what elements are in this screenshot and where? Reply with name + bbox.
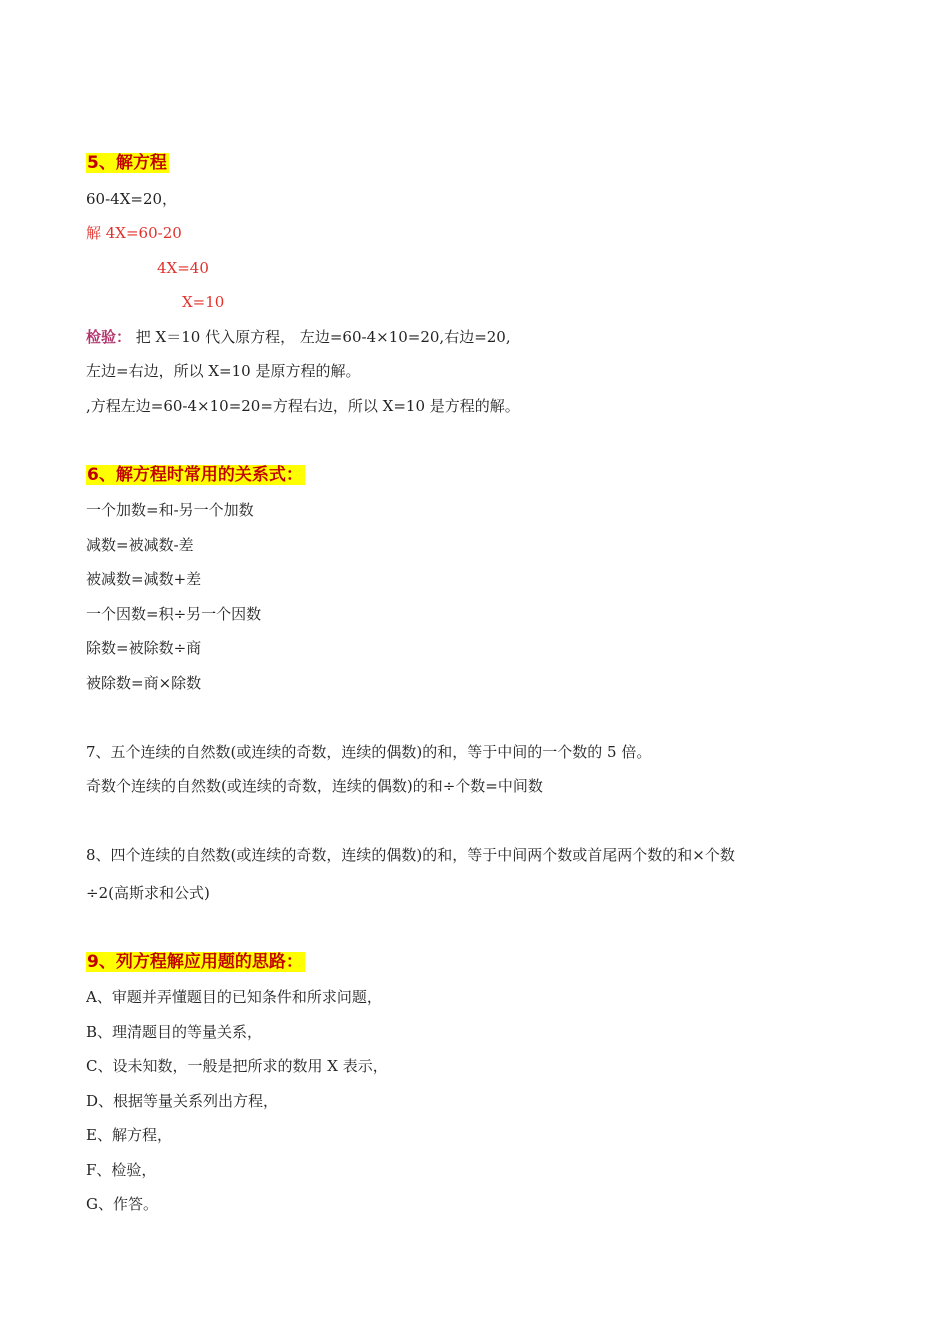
section-7-line-1: 7、五个连续的自然数(或连续的奇数，连续的偶数)的和，等于中间的一个数的 5 倍。: [86, 743, 652, 761]
section-5-conclusion-1: 左边=右边，所以 X=10 是原方程的解。: [86, 362, 361, 380]
section-5-check-label: 检验：: [86, 328, 132, 346]
section-5-solve-step-3: X=10: [182, 293, 225, 311]
section-5-conclusion-2: ,方程左边=60-4×10=20=方程右边，所以 X=10 是方程的解。: [86, 397, 520, 415]
section-5-equation: 60-4X=20，: [86, 190, 178, 208]
section-6-item: 一个加数=和-另一个加数: [86, 501, 254, 519]
section-6-item: 被除数=商×除数: [86, 674, 202, 692]
section-9-heading: 9、列方程解应用题的思路：: [87, 952, 303, 972]
section-6-item: 除数=被除数÷商: [86, 639, 202, 657]
section-5-solve-step-2: 4X=40: [157, 259, 209, 277]
section-6-item: 被减数=减数+差: [86, 570, 202, 588]
section-8-line-1: 8、四个连续的自然数(或连续的奇数，连续的偶数)的和，等于中间两个数或首尾两个数的和×个数: [86, 846, 735, 864]
section-6-item: 减数=被减数-差: [86, 536, 194, 554]
section-9-item: F、检验，: [86, 1161, 157, 1179]
section-9-item: C、设未知数，一般是把所求的数用 X 表示，: [86, 1057, 388, 1075]
section-9-item: D、根据等量关系列出方程，: [86, 1092, 279, 1110]
section-5-heading-row: [86, 152, 169, 174]
section-5-solve-step-1: 解 4X=60-20: [86, 224, 182, 242]
section-9-heading-row: [86, 951, 305, 973]
section-8-line-2: ÷2(高斯求和公式): [86, 884, 210, 902]
section-6-heading: 6、解方程时常用的关系式：: [87, 465, 303, 485]
section-5-check-row: [86, 327, 511, 347]
section-9-item: B、理清题目的等量关系，: [86, 1023, 263, 1041]
section-5-heading: 5、解方程: [87, 153, 167, 173]
section-9-item: G、作答。: [86, 1195, 158, 1213]
section-5-check-text: 把 X＝10 代入原方程， 左边=60-4×10=20,右边=20,: [131, 328, 511, 346]
section-7-line-2: 奇数个连续的自然数(或连续的奇数，连续的偶数)的和÷个数=中间数: [86, 777, 543, 795]
section-6-item: 一个因数=积÷另一个因数: [86, 605, 262, 623]
section-9-item: E、解方程，: [86, 1126, 172, 1144]
section-9-item: A、审题并弄懂题目的已知条件和所求问题，: [86, 988, 382, 1006]
section-6-heading-row: [86, 464, 305, 486]
